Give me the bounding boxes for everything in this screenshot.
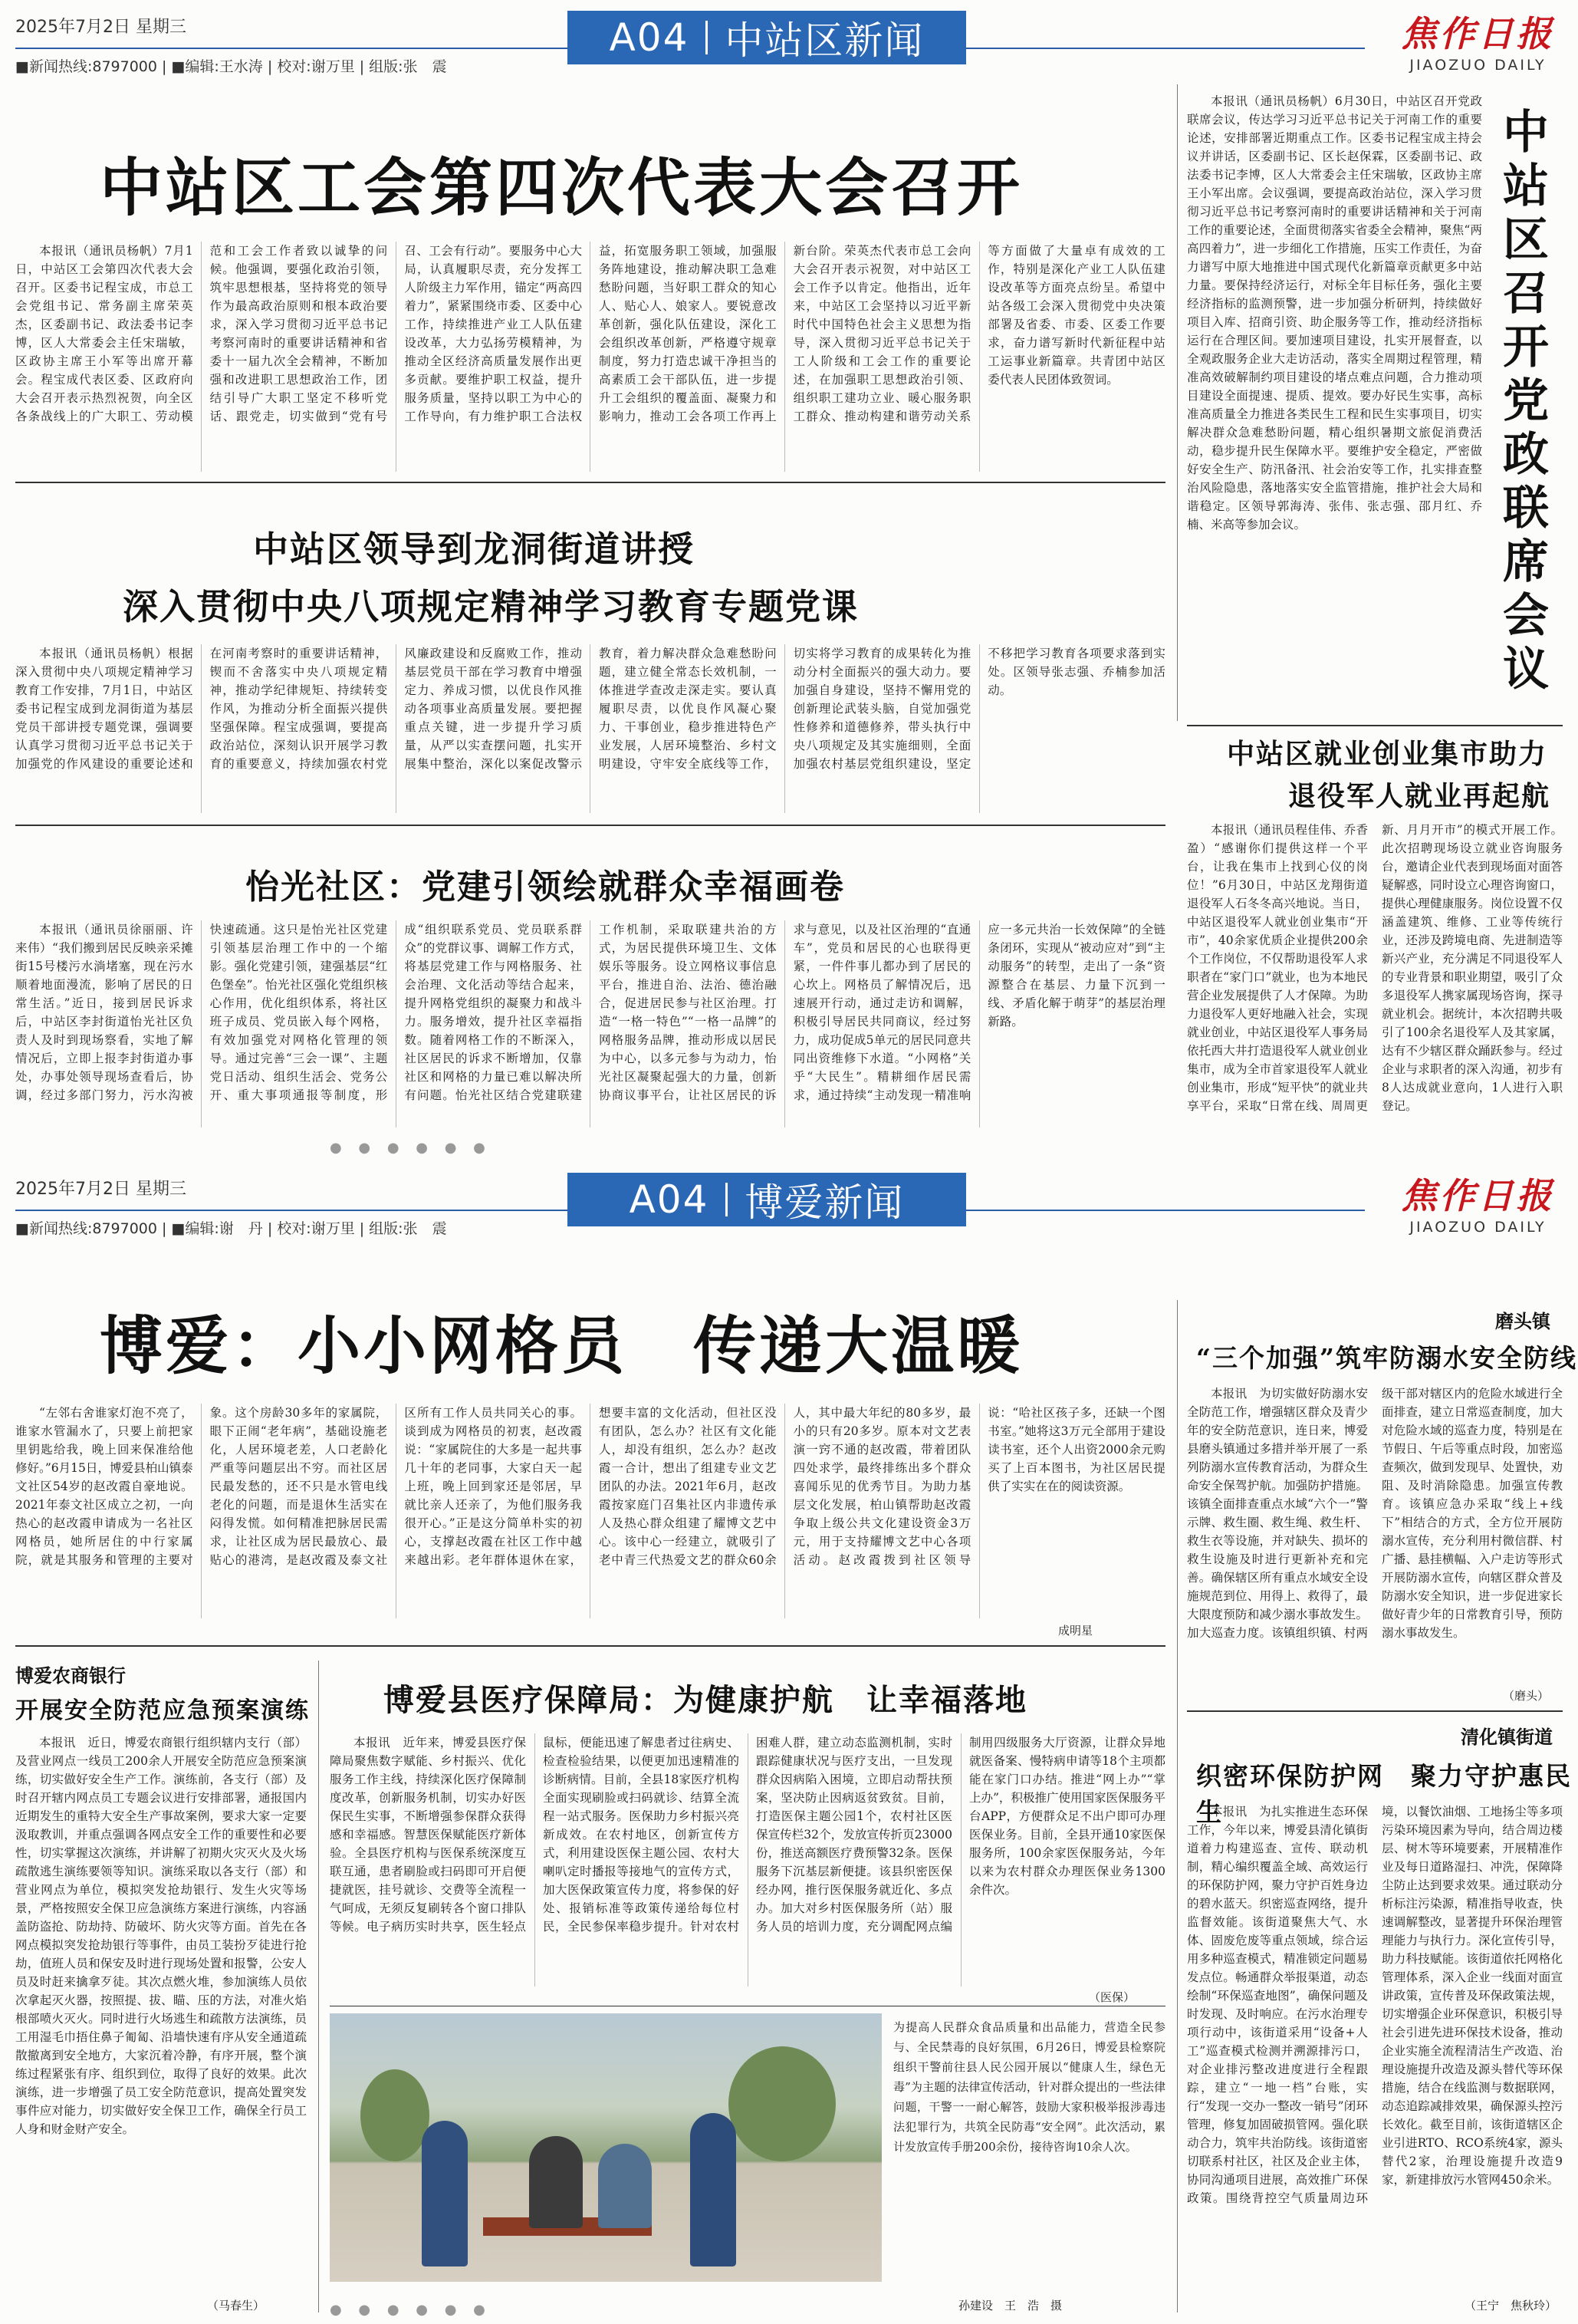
logo-english: JIAOZUO DAILY xyxy=(1409,57,1547,74)
photo-tree xyxy=(360,2069,429,2161)
qinghua-title: 织密环保防护网 聚力守护惠民生 xyxy=(1196,1761,1572,1827)
section-name: 中站区新闻 xyxy=(725,18,925,63)
bank-kicker: 博爱农商银行 xyxy=(15,1665,126,1687)
photo-person xyxy=(598,2144,652,2228)
party-meeting-text: 本报讯（通讯员杨帆）6月30日，中站区召开党政联席会议，传达学习习近平总书记关于河南工作的重要论述，安排部署近期重点工作。区委书记程宝成主持会议并讲话，区委副书记、区长赵保霖，区委副书记、政法委书记李博，区人大常委会主任宋瑞敏，区政协主席王小军出席。会议强调，要提高政治站位，深入学习贯彻习近平总书记考察河南时的重要讲话精神和关于河南工作的重要论述，全面贯彻落实省委全会精神，聚焦“两高四着力”，进一步细化工作措施，压实工作责任，为奋力谱写中原大地推进中国式现代化新篇章贡献更多中站力量。要保持经济运行，对标全年目标任务，强化主要经济指标的监测预警，进一步加强分析研判，持续做好项目入库、招商引资、助企服务等工作，推动经济指标运行在合理区间。要加速项目建设，扎实开展督查，以全观政服务企业大走访活动，落实全周期过程管理，精准高效破解制约项目建设的堵点难点问题，合力推动项目建设全面提速、提质、提效。要办好民生实事，高标准高质量全力推进各类民生工程和民生实事项目，切实解决群众急难愁盼问题，精心组织暑期文旅促消费活动，稳步提升民生保障水平。要维护安全稳定，严密做好安全生产、防汛备汛、社会治安等工作，扎实排查整治风险隐患，落地落实安全监管措施，推护社会大局和谐稳定。区领导郭海涛、张伟、张志强、邵月红、乔楠、米高等参加会议。 xyxy=(1187,94,1482,532)
photo-person xyxy=(529,2136,583,2228)
mojie-text: 本报讯 为切实做好防溺水安全防范工作，增强辖区群众及青少年的安全防范意识，连日来，博爱县磨头镇通过多措并举开展了一系列防溺水宣传教育活动，为群众生命安全保驾护航。加强防护措施。该镇全面排查重点水域“六个一”警示牌、救生圈、救生绳、救生杆、救生衣等设施，并对缺失、损坏的救生设施及时进行更新补充和完善。确保辖区所有重点水域安全设施规范到位、用得上、救得了，最大限度预防和减少溺水事故发生。加大巡查力度。该镇组织镇、村两级干部对辖区内的危险水域进行全面排查，建立日常巡查制度，加大对危险水域的巡查力度，特别是在节假日、午后等重点时段，加密巡查频次，做到发现早、处置快，劝阻、及时消除隐患。加强宣传教育。该镇应急办采取“线上+线下”相结合的方式，全方位开展防溺水宣传，充分利用村微信群、村广播、悬挂横幅、入户走访等形式开展防溺水宣传，向辖区群众普及防溺水安全知识，进一步促进家长做好青少年的日常教育引导，预防溺水事故发生。 xyxy=(1187,1387,1563,1640)
bank-body xyxy=(15,1733,307,2293)
speech-article-text: 本报讯（通讯员杨帆）根据深入贯彻中央八项规定精神学习教育工作安排，7月1日，中站区委书记程宝成到龙洞街道为基层党员干部讲授专题党课，强调要认真学习贯彻习近平总书记关于加强党的作风建设的重要论述和在河南考察时的重要讲话精神，锲而不舍落实中央八项规定精神，推动学纪律规矩、持续转变作风，为推动分析全面振兴提供坚强保障。程宝成强调，要提高政治站位，深刻认识开展学习教育的重要意义，持续加强农村党风廉政建设和反腐败工作，推动基层党员干部在学习教育中增强定力、养成习惯，以优良作风推动各项事业高质量发展。要把握重点关键，进一步提升学习质量，从严以实查摆问题，扎实开展集中整治，深化以案促改警示教育，着力解决群众急难愁盼问题，建立健全常态长效机制，一体推进学查改走深走实。要认真履职尽责，以优良作风凝心聚力、干事创业，稳步推进特色产业发展，人居环境整治、乡村文明建设，守牢安全底线等工作，切实将学习教育的成果转化为推动分村全面振兴的强大动力。要加强自身建设，坚持不懈用党的创新理论武装头脑，自觉加强党性修养和道德修养，带头执行中央八项规定及其实施细则，全面加强农村基层党组织建设，坚定不移把学习教育各项要求落到实处。区领导张志强、乔楠参加活动。 xyxy=(15,647,1165,771)
main-article-text: “左邻右舍谁家灯泡不亮了，谁家水管漏水了，只要上前把家里钥匙给我，晚上回来保准给他修好。”6月15日，博爱县柏山镇泰文社区54岁的赵改霞自豪地说。2021年泰文社区成立之初，一向热心的赵改霞申请成为一名社区网格员，她所居住的中行家属院，就是其服务和管理的主要对象。这个房龄30多年的家属院，眼下正闹“老年病”，基础设施老化，人居环境老差，人口老龄化严重等问题层出不穷。而社区居民最发愁的，还不只是水管电线老化的问题，而是退休生活实在闷得发慌。如何精准把脉居民需求，让社区成为居民最放心、最贴心的港湾，是赵改霞及泰文社区所有工作人员共同关心的事。谈到成为网格员的初衷，赵改霞说：“家属院住的大多是一起共事几十年的老同事，大家白天一起上班，晚上回到家还是邻居，早就比亲人还亲了，为他们服务我很开心。”正是这分简单朴实的初心，支撑赵改霞在社区工作中越来越出彩。老年群体退休在家，想要丰富的文化活动，但社区没有团队，怎么办？社区有文化能人，却没有组织，怎么办？赵改霞一合计，想出了组建专业文艺团队的办法。2021年6月，赵改霞按家庭门召集社区内非遗传承人及热心群众组建了耀博文艺中心。该中心一经建立，就吸引了老中青三代热爱文艺的群众60余人，其中最大年纪的80多岁，最小的只有20多岁。原本对文艺表演一窍不通的赵改霞，带着团队四处求学，最终排练出多个群众喜闻乐见的优秀节目。为助力基层文化发展，柏山镇帮助赵改霞争取上级公共文化建设资金3万元，用于支持耀博文艺中心各项活动。赵改霞拨到社区领导说：“哈社区孩子多，还缺一个图书室。”她将这3万元全部用于建设读书室，还个人出资2000余元购买了上百本图书，为社区居民提供了实实在在的阅读资源。 xyxy=(15,1406,1165,1567)
job-fair-title-line2: 退役军人就业再起航 xyxy=(1288,780,1551,812)
editorial-credits: ■新闻热线:8797000 | ■编辑:谢 丹 | 校对:谢万里 | 组版:张 震 xyxy=(15,1220,447,1237)
photo-person xyxy=(422,2121,468,2266)
news-photo xyxy=(330,2013,882,2282)
medical-text: 本报讯 近年来，博爱县医疗保障局聚焦数字赋能、乡村振兴、优化服务工作主线，持续深化医疗保障制度改革，创新服务机制，切实办好医保民生实事，不断增强参保群众获得感和幸福感。智慧医保赋能医疗新体验。全县医疗机构与医保系统深度互联互通，患者刷脸或扫码即可开启便捷就医，挂号就诊、交费等全流程一气呵成，无须反复刷转各个窗口排队等候。电子病历实时共享，医生轻点鼠标，便能迅速了解患者过往病史、检查检验结果，以便更加迅速精准的诊断病情。目前，全县18家医疗机构全面实现刷脸或扫码就诊、结算全流程一站式服务。医保助力乡村振兴亮新成效。在农村地区，创新宣传方式，利用建设医保主题公园、农村大喇叭定时播报等接地气的宣传方式，加大医保政策宣传力度，将参保的好处、报销标准等政策传递给每位村民，全民参保率稳步提升。针对农村困难人群，建立动态监测机制，实时跟踪健康状况与医疗支出，一旦发现群众因病陷入困境，立即启动帮扶预案，坚决防止因病返贫致贫。目前，打造医保主题公园1个，农村社区医保宣传栏32个，发放宣传折页23000份，推送高额医疗费预警32条。医保服务下沉基层新便捷。该县织密医保经办网，推行医保服务就近化、多点办。加大对乡村医保服务所（站）服务人员的培训力度，充分调配网点编制用四级服务大厅资源，让群众异地就医备案、慢特病申请等18个主项都能在家门口办结。推进“网上办”“掌上办”，积极推广使用国家医保服务平台APP，方便群众足不出户即可办理医保业务。目前，全县开通10家医保服务所，100余家医保服务站，今年以来为农村群众办理医保业务1300余件次。 xyxy=(330,1736,1165,1934)
section-divider xyxy=(725,1183,728,1216)
yiguang-article-body xyxy=(15,920,1165,1127)
speech-title-line1: 中站区领导到龙洞街道讲授 xyxy=(253,528,695,570)
main-article-body xyxy=(15,1404,1165,1618)
main-article-text: 本报讯（通讯员杨帆）7月1日，中站区工会第四次代表大会召开。区委书记程宝成，市总工会党组书记、常务副主席荣英杰，区委副书记、政法委书记李博，区人大常委会主任宋瑞敏，区政协主席王小军等出席开幕会。程宝成代表区委、区政府向大会召开表示热烈祝贺，向全区各条战线上的广大职工、劳动模范和工会工作者致以诚挚的问候。他强调，要强化政治引领，筑牢思想根基，坚持将党的领导作为最高政治原则和根本政治要求，深入学习贯彻习近平总书记考察河南时的重要讲话精神和省委十一届九次全会精神，不断加强和改进职工思想政治工作，团结引导广大职工坚定不移听党话、跟党走，切实做到“党有号召、工会有行动”。要服务中心大局，认真履职尽责，充分发挥工人阶级主力军作用，锚定“两高四着力”，紧紧围绕市委、区委中心工作，持续推进产业工人队伍建设改革，大力弘扬劳模精神，为推动全区经济高质量发展作出更多贡献。要维护职工权益，提升服务质量，坚持以职工为中心的工作导向，有力维护职工合法权益，拓宽服务职工领域，加强服务阵地建设，推动解决职工急难愁盼问题，当好职工群众的知心人、贴心人、娘家人。要锐意改革创新，强化队伍建设，深化工会组织改革创新，严格遵守规章制度，努力打造忠诚干净担当的高素质工会干部队伍，进一步提升工会组织的覆盖面、凝聚力和影响力，推动工会各项工作再上新台阶。荣英杰代表市总工会向大会召开表示祝贺，对中站区工会工作予以肯定。他指出，近年来，中站区工会坚持以习近平新时代中国特色社会主义思想为指导，深入贯彻习近平总书记关于工人阶级和工会工作的重要论述，在加强职工思想政治引领、组织职工建功立业、暖心服务职工群众、推动构建和谐劳动关系等方面做了大量卓有成效的工作，特别是深化产业工人队伍建设改革等方面亮点纷呈。希望中站各级工会深入贯彻党中央决策部署及省委、市委、区委工作要求，奋力谱写新时代新征程中站工运事业新篇章。共青团中站区委代表人民团体致贺词。 xyxy=(15,244,1165,423)
main-headline: 中站区工会第四次代表大会召开 xyxy=(100,152,1024,225)
main-headline: 博爱：小小网格员 传递大温暖 xyxy=(100,1310,1024,1383)
page-indicator-dots: ● ● ● ● ● ● xyxy=(330,1140,491,1156)
qinghua-credit: （王宁 焦秋玲） xyxy=(1465,2299,1557,2312)
photo-tree xyxy=(728,2046,836,2161)
mojie-body xyxy=(1187,1384,1563,1684)
job-fair-title-line1: 中站区就业创业集市助力 xyxy=(1227,738,1548,770)
job-fair-body xyxy=(1187,821,1563,1127)
article-divider xyxy=(1187,1710,1563,1712)
party-meeting-body xyxy=(1187,92,1482,713)
page-indicator-dots: ● ● ● ● ● ● xyxy=(330,2302,491,2318)
logo-chinese: 焦作日报 xyxy=(1401,1175,1555,1216)
section-divider xyxy=(705,21,708,54)
medical-title: 博爱县医疗保障局：为健康护航 让幸福落地 xyxy=(383,1682,1027,1718)
speech-article-body xyxy=(15,644,1165,813)
article-divider xyxy=(15,825,1165,826)
section-banner xyxy=(567,1173,966,1226)
article-divider xyxy=(15,1645,1165,1647)
mojie-kicker: 磨头镇 xyxy=(1495,1311,1550,1332)
issue-date: 2025年7月2日 星期三 xyxy=(15,1180,186,1199)
masthead-logo xyxy=(1392,6,1564,74)
logo-chinese: 焦作日报 xyxy=(1401,13,1555,54)
medical-credit: （医保） xyxy=(1089,1990,1136,2004)
section-name: 博爱新闻 xyxy=(745,1180,905,1225)
section-code: A04 xyxy=(609,15,689,60)
photo-person xyxy=(690,2113,736,2266)
yiguang-title: 怡光社区：党建引领绘就群众幸福画卷 xyxy=(245,867,845,907)
party-meeting-title: 中站区召开党政联席会议 xyxy=(1495,107,1549,698)
speech-title-line2: 深入贯彻中央八项规定精神学习教育专题党课 xyxy=(123,586,859,627)
issue-date: 2025年7月2日 星期三 xyxy=(15,18,186,37)
bank-title: 开展安全防范应急预案演练 xyxy=(15,1697,310,1724)
logo-english: JIAOZUO DAILY xyxy=(1409,1219,1547,1236)
column-divider xyxy=(1177,84,1178,721)
qinghua-body xyxy=(1187,1802,1563,2293)
column-divider xyxy=(318,1661,319,2312)
qinghua-kicker: 清化镇街道 xyxy=(1461,1727,1553,1748)
newspaper-page-boai xyxy=(0,1162,1578,2324)
photo-caption: 为提高人民群众食品质量和出品能力，营造全民参与、全民禁毒的良好氛围，6月26日，博爱县检察院组织干警前往县人民公园开展以“健康人生，绿色无毒”为主题的法律宣传活动，针对群众提出的一些法律问题，干警一一耐心解答，鼓励大家积极举报涉毒违法犯罪行为，共筑全民防毒“安全网”。此次活动，累计发放宣传手册200余份，接待咨询10余人次。 xyxy=(893,2020,1165,2154)
mojie-title: “三个加强”筑牢防溺水安全防线 xyxy=(1196,1343,1577,1373)
main-article-body xyxy=(15,242,1165,472)
medical-body xyxy=(330,1733,1165,1987)
editorial-credits: ■新闻热线:8797000 | ■编辑:王水涛 | 校对:谢万里 | 组版:张 震 xyxy=(15,58,447,75)
article-divider xyxy=(15,482,1165,483)
masthead-logo xyxy=(1392,1168,1564,1236)
job-fair-text: 本报讯（通讯员程佳伟、乔香盈）“感谢你们提供这样一个平台，让我在集市上找到心仪的岗位！”6月30日，中站区龙翔街道退役军人石冬冬高兴地说。当日，中站区退役军人就业创业集市“开市”，40余家优质企业提供200余个工作岗位，不仅帮助退役军人求职者在“家门口”就业，也为本地民营企业发展提供了人才保障。为助力退役军人更好地融入社会，实现就业创业，中站区退役军人事务局依托西大井打造退役军人就业创业集市，成为全市首家退役军人就业创业集市，形成“短平快”的就业共享平台，采取“日常在线、周周更新、月月开市”的模式开展工作。此次招聘现场设立就业咨询服务台，邀请企业代表到现场面对面答疑解惑，同时设立心理咨询窗口，提供心理健康服务。岗位设置不仅涵盖建筑、维修、工业等传统行业，还涉及跨境电商、先进制造等新兴产业，充分满足不同退役军人的专业背景和职业期望，吸引了众多退役军人携家属现场咨询，探寻就业机会。据统计，本次招聘共吸引了100余名退役军人及其家属，达有不少辖区群众踊跃参与。经过企业与求职者的深入沟通，初步有8人达成就业意向，1人进行入职登记。 xyxy=(1187,823,1563,1113)
main-article-credit: 成明星 xyxy=(1058,1624,1093,1638)
column-divider xyxy=(1177,1300,1178,2312)
section-code: A04 xyxy=(629,1177,709,1222)
bank-text: 本报讯 近日，博爱农商银行组织辖内支行（部）及营业网点一线员工200余人开展安全防范应急预案演练，切实做好安全生产工作。演练前，各支行（部）及时召开辖内网点员工专题会议进行安排部署，通报国内近期发生的重特大安全生产事故案例，要求大家一定要汲取教训，并重点强调各网点安全工作的重要性和必要性，切实掌握这次演练，并讲解了初期火灾灭火及火场疏散逃生演练要领等知识。演练采取以各支行（部）和营业网点为单位，模拟突发抢劫银行、发生火灾等场景，严格按照安全保卫应急演练方案进行演练，内容涵盖防盗抢、防劫持、防破坏、防火灾等方面。首先在各网点模拟突发抢劫银行等事件，由员工装扮歹徒进行抢劫，值班人员和保安及时进行现场处置和报警，公安人员及时赶来擒拿歹徒。其次点燃火堆，参加演练人员依次拿起灭火器，按照提、拔、瞄、压的方法，对准火焰根部喷火灭火。同时进行火场逃生和疏散方法演练，员工用湿毛巾捂住鼻子匍匐、沿墙快速有序从安全通道疏散撤离到安全地方，大家沉着冷静，有序开展，整个演练过程紧张有序、组织到位，取得了良好的效果。此次演练，进一步增强了员工安全防范意识，提高处置突发事件应对能力，切实做好安全保卫工作，确保全行员工人身和财金财产安全。 xyxy=(15,1736,307,2136)
section-banner xyxy=(567,11,966,64)
qinghua-text: 本报讯 为扎实推进生态环保工作，今年以来，博爱县清化镇街道着力构建巡查、宣传、联动机制，精心编织覆盖全域、高效运行的环保防护网，聚力守护百姓身边的碧水蓝天。织密巡查网络，提升监督效能。该街道聚焦大气、水体、固废危废等重点领域，综合运用多种巡查模式，精准锁定问题易发点位。畅通群众举报渠道，动态绘制“环保巡查地图”，确保问题及时发现、及时响应。在污水治理专项行动中，该街道采用“设备+人工”巡查模式检测并溯源排污口，对企业排污整改进度进行全程跟踪，建立“一地一档”台账，实行“发现一交办一整改一销号”闭环管理，修复加固破损管网。强化联动合力，筑牢共治防线。该街道密切联系村社区，社区及企业主体，协同沟通项目进展，高效推广环保政策。围绕背控空气质量周边环境，以餐饮油烟、工地扬尘等多项污染环境因素为导向，结合周边楼层、树木等环境要素，开展精准作业及每日道路湿扫、冲洗，保障降尘防止达到要求效果。通过联动分析标注污染源，精准指导收查，快速调解整改，显著提升环保治理管理能力与执行力。深化宣传引导，助力科技赋能。该街道依托网格化管理体系，深入企业一线面对面宣讲政策，宣传普及环保政策法规，切实增强企业环保意识，积极引导社会引进先进环保技术设备，推动企业实施全流程清洁生产改造、治理设施提升改造及源头替代等环保措施，结合在线监测与数据联网，动态追踪减排效果，确保源头控污长效化。截至目前，该街道辖区企业引进RTO、RCO系统4家，源头替代2家，治理设施提升改造9家，新建排放污水管网450余米。 xyxy=(1187,1805,1563,2205)
yiguang-article-text: 本报讯（通讯员徐丽丽、许来伟）“我们搬到居民反映亲采摊街15号楼污水淌堵塞，现在污水顺着地面漫流，影响了居民的日常生活。”近日，接到居民诉求后，中站区李封街道怡光社区负责人及时到现场察看，实地了解情况后，立即上报李封街道办事处，办事处领导现场查看后，协调，经过多部门努力，污水沟被快速疏通。这只是怡光社区党建引领基层治理工作中的一个缩影。强化党建引领，建强基层“红色堡垒”。怡光社区强化党组织核心作用，优化组织体系，将社区班子成员、党员嵌入每个网格，有效加强党对网格化管理的领导。通过完善“三会一课”、主题党日活动、组织生活会、党务公开、重大事项通报等制度，形成“组织联系党员、党员联系群众”的党群议事、调解工作方式，将基层党建工作与网格服务、社会治理、文化活动等结合起来，提升网格党组织的凝聚力和战斗力。服务增效，提升社区幸福指数。随着网格工作的不断深入，社区居民的诉求不断增加，仅靠社区和网格的力量已难以解决所有问题。怡光社区结合党建联建工作机制，采取联建共治的方式，为居民提供环境卫生、文体娱乐等服务。设立网格议事信息平台，推进自治、法治、德治融合，促进居民参与社区治理。打造“一格一特色”“一格一品牌”的网格服务品牌，推动形成以居民为中心，以多元参与为动力，怡光社区凝聚起强大的力量，创新协商议事平台，让社区居民的诉求与意见，以及社区治理的“直通车”，党员和居民的心也联得更紧，一件件事儿都办到了居民的心坎上。网格员了解情况后，迅速展开行动，通过走访和调解，积极引导居民共同商议，经过努力，成功促成5单元的居民同意共同出资维修下水道。“小网格”关乎“大民生”。精耕细作居民需求，通过持续“主动发现一精准响应一多元共治一长效保障”的全链条闭环，实现从“被动应对”到“主动服务”的转型，走出了一条“资源整合在基层、力量下沉到一线、矛盾化解于萌芽”的基层治理新路。 xyxy=(15,923,1165,1102)
mojie-credit: （磨头） xyxy=(1503,1689,1550,1703)
bank-credit: （马春生） xyxy=(207,2299,265,2312)
photo-credit: 孙建设 王 浩 摄 xyxy=(958,2299,1063,2312)
article-divider xyxy=(1187,725,1563,726)
